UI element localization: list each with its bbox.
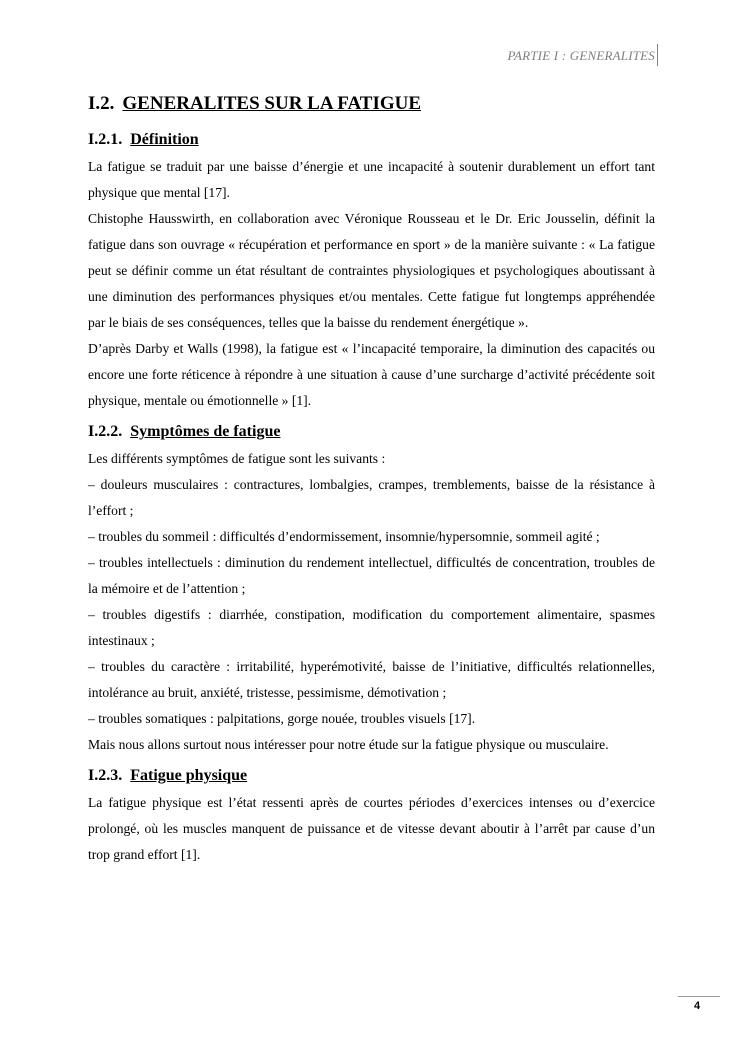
subsection-number: I.2.3. [88,767,123,784]
section-heading [88,88,655,120]
paragraph: Les différents symptômes de fatigue sont les suivants : [88,451,386,466]
subsection-number: I.2.1. [88,131,123,148]
paragraph: D’après Darby et Walls (1998), la fatigue est « l’incapacité temporaire, la diminution des capacités ou encore une forte réticence à répondre à une situation à cause d’une surcharge d’activité précédente soit physique, mentale ou émotionnelle » [1]. [88,341,655,408]
page-content [88,86,655,868]
subsection-heading [88,418,655,446]
list-item: – troubles somatiques : palpitations, gorge nouée, troubles visuels [17]. [88,711,476,726]
subsection-definition [88,126,655,414]
list-item: – douleurs musculaires : contractures, lombalgies, crampes, tremblements, baisse de la résistance à l’effort ; [88,477,655,518]
subsection-heading [88,126,655,154]
paragraph: Mais nous allons surtout nous intéresser pour notre étude sur la fatigue physique ou musculaire. [88,737,609,752]
header-divider [657,44,658,66]
list-item: – troubles digestifs : diarrhée, constipation, modification du comportement alimentaire, spasmes intestinaux ; [88,607,655,648]
list-item: – troubles du caractère : irritabilité, hyperémotivité, baisse de l’initiative, difficultés relationnelles, intolérance au bruit, anxiété, tristesse, pessimisme, démotivation ; [88,659,655,700]
subsection-title: Symptômes de fatigue [130,423,281,440]
running-header: PARTIE I : GENERALITES [507,48,655,63]
subsection-title: Définition [130,131,199,148]
subsection-symptoms [88,418,655,758]
list-item: – troubles du sommeil : difficultés d’endormissement, insomnie/hypersomnie, sommeil agité ; [88,529,600,544]
page-number: 4 [694,1000,701,1012]
subsection-title: Fatigue physique [130,767,248,784]
section-title: GENERALITES SUR LA FATIGUE [122,93,422,114]
paragraph: La fatigue physique est l’état ressenti après de courtes périodes d’exercices intenses ou d’exercice prolongé, où les muscles manquent de puissance et de vitesse devant aboutir à l’arrêt par cause d’un trop grand effort [1]. [88,795,655,862]
list-item: – troubles intellectuels : diminution du rendement intellectuel, difficultés de concentration, troubles de la mémoire et de l’attention ; [88,555,655,596]
subsection-number: I.2.2. [88,423,123,440]
paragraph: Chistophe Hausswirth, en collaboration avec Véronique Rousseau et le Dr. Eric Jousselin, définit la fatigue dans son ouvrage « récupération et performance en sport » de la manière suivante : « La fatigue peut se définir comme un état résultant de contraintes physiologiques et psychologiques aboutissant à une diminution des performances physiques et/ou mentales. Cette fatigue fut longtemps appréhendée par le biais de ses conséquences, telles que la baisse du rendement énergétique ». [88,211,655,330]
subsection-physical-fatigue [88,762,655,868]
subsection-heading [88,762,655,790]
paragraph: La fatigue se traduit par une baisse d’énergie et une incapacité à soutenir durablement un effort tant physique que mental [17]. [88,159,655,200]
footer-divider [678,996,720,997]
section-number: I.2. [88,93,115,114]
